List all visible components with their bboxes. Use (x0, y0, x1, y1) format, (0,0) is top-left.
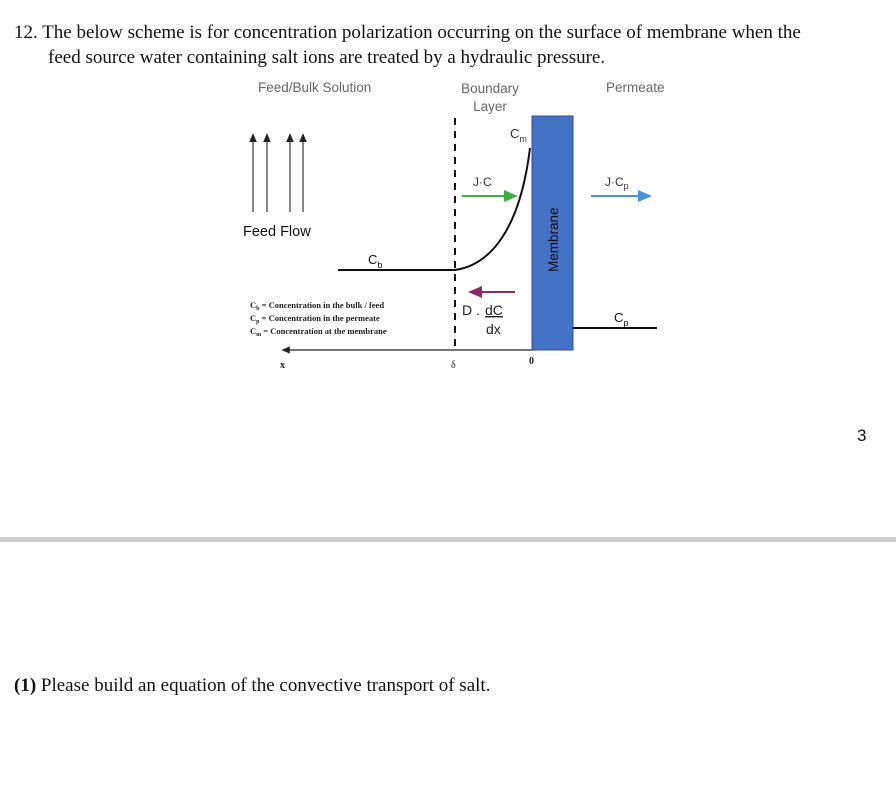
axis-x-label: x (280, 360, 285, 371)
feed-flow-label: Feed Flow (243, 224, 311, 240)
cm-label: $C_m$ (510, 126, 527, 144)
membrane-label: Membrane (546, 207, 561, 272)
jc-label: J·C (473, 175, 492, 189)
cb-label: $C_b$ (368, 252, 383, 270)
legend-item-cm: $C_m$ = Concentration at the membrane (250, 326, 387, 338)
question-line-2: feed source water containing salt ions are treated by a hydraulic pressure. (48, 47, 606, 68)
cp-label: $C_p$ (614, 310, 629, 328)
axis-zero-label: 0 (529, 356, 534, 367)
jcp-label: $J\cdot C_p$ (605, 175, 629, 191)
subquestion (14, 675, 490, 697)
question-line-1: The below scheme is for concentration polarization occurring on the surface of membrane when the (42, 22, 801, 43)
feed-bulk-label: Feed/Bulk Solution (258, 80, 372, 95)
permeate-label: Permeate (606, 80, 665, 95)
legend-item-cp: $C_p$ = Concentration in the permeate (250, 313, 380, 325)
question-number: 12. (14, 22, 38, 43)
feed-flow-arrows (253, 137, 303, 212)
legend (250, 300, 387, 338)
dx-label: dx (486, 321, 501, 337)
axis-delta-label: δ (451, 360, 456, 371)
subquestion-label: (1) (14, 675, 37, 696)
page-number: 3 (857, 426, 867, 445)
subquestion-text: Please build an equation of the convective transport of salt. (36, 675, 491, 696)
legend-item-cb: $C_b$ = Concentration in the bulk / feed (250, 300, 385, 312)
page-divider (0, 537, 896, 542)
boundary-label-line-1: Boundary (461, 81, 519, 96)
d-label: D . (462, 302, 480, 318)
boundary-label-line-2: Layer (473, 99, 507, 114)
concentration-profile-curve (338, 148, 530, 270)
dc-label: dC (485, 302, 503, 318)
